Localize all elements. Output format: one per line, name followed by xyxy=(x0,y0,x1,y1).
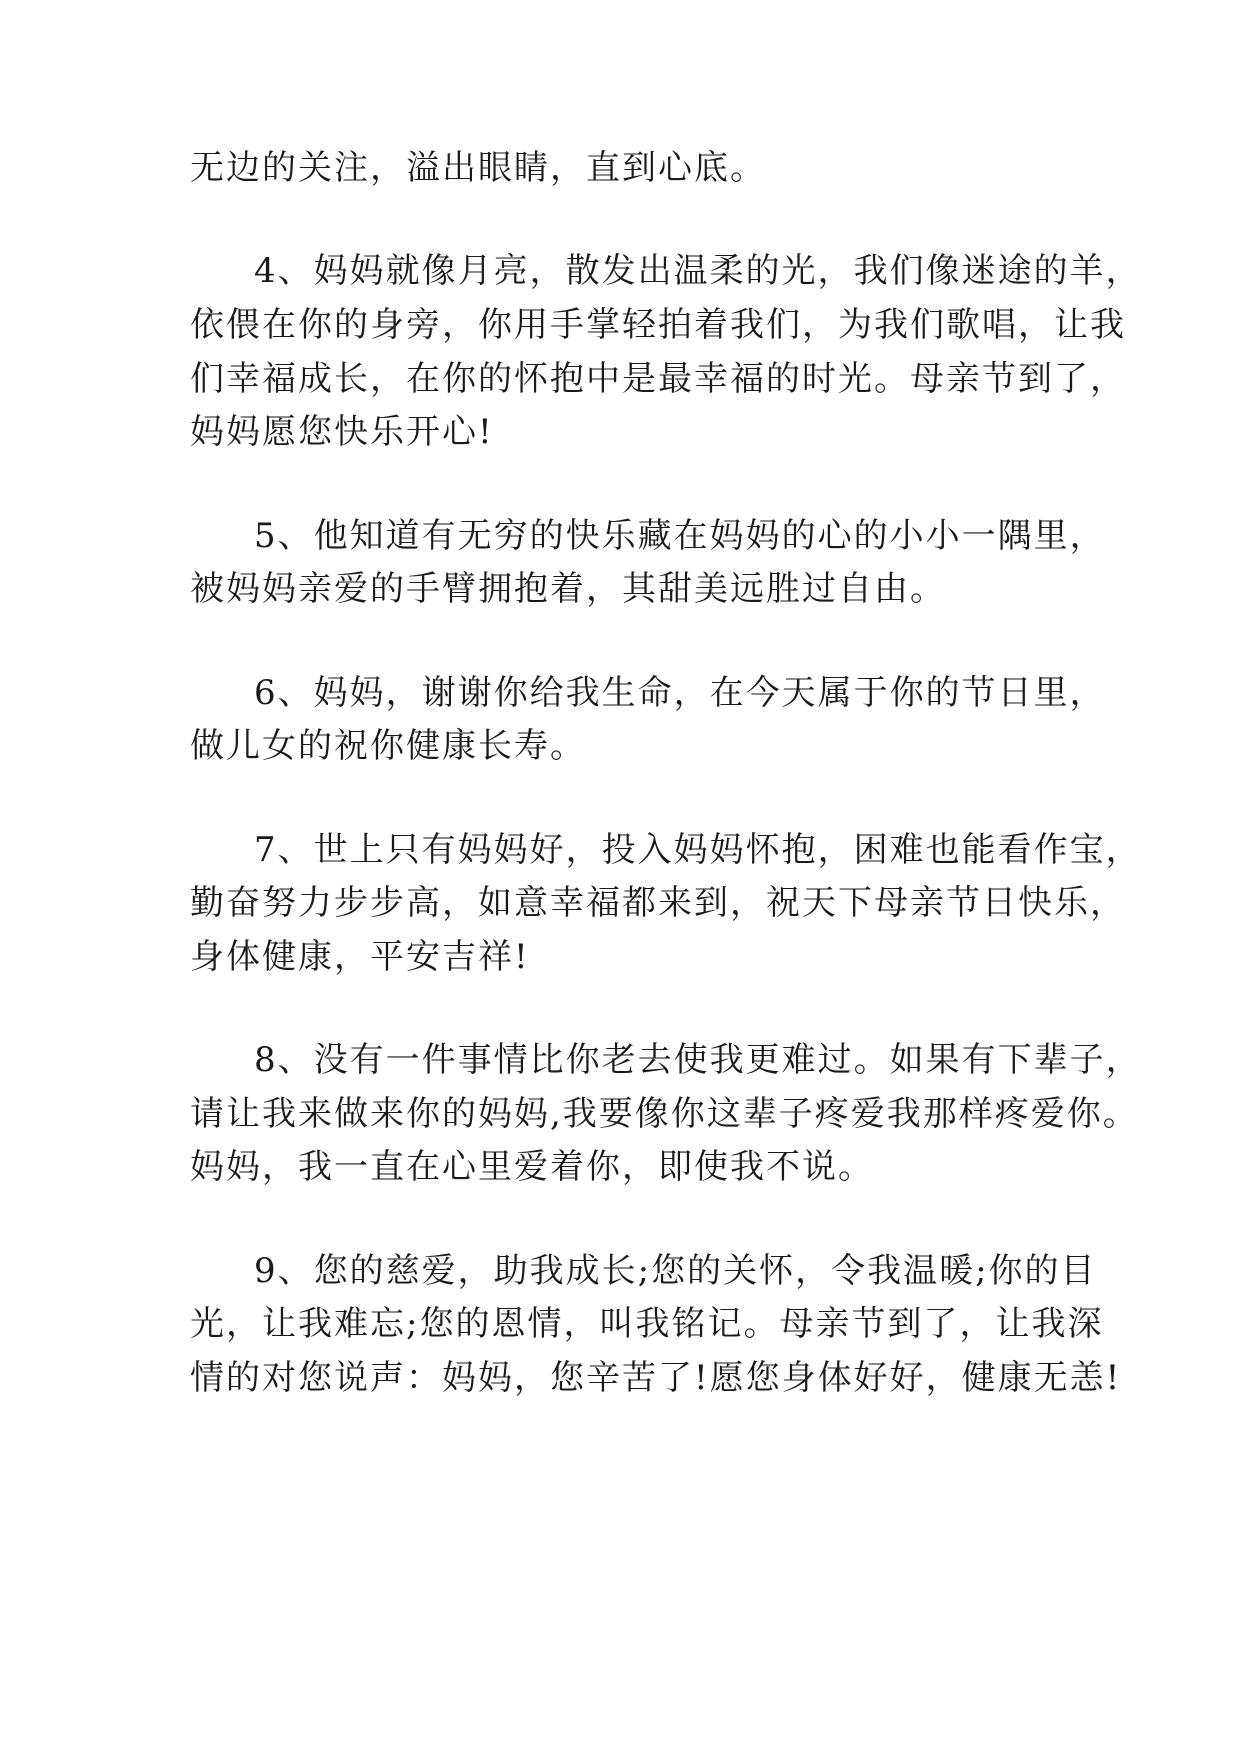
paragraph-3-line-1: 无边的关注，溢出眼睛，直到心底。 xyxy=(190,148,766,188)
paragraph-7-line-1: 7、世上只有妈妈好，投入妈妈怀抱，困难也能看作宝， xyxy=(254,830,1142,870)
paragraph-6-line-1: 6、妈妈，谢谢你给我生命，在今天属于你的节日里， xyxy=(254,673,1106,713)
paragraph-4-line-4: 妈妈愿您快乐开心! xyxy=(190,412,494,452)
paragraph-9-line-2: 光，让我难忘;您的恩情，叫我铭记。母亲节到了，让我深 xyxy=(190,1304,1104,1344)
paragraph-4-line-3: 们幸福成长，在你的怀抱中是最幸福的时光。母亲节到了， xyxy=(190,359,1126,399)
paragraph-5-line-1: 5、他知道有无穷的快乐藏在妈妈的心的小小一隅里， xyxy=(254,516,1106,556)
paragraph-8-line-1: 8、没有一件事情比你老去使我更难过。如果有下辈子， xyxy=(254,1040,1142,1080)
paragraph-5-line-2: 被妈妈亲爱的手臂拥抱着，其甜美远胜过自由。 xyxy=(190,569,946,609)
paragraph-6-line-2: 做儿女的祝你健康长寿。 xyxy=(190,726,586,766)
paragraph-7-line-3: 身体健康，平安吉祥! xyxy=(190,937,530,977)
paragraph-4-line-2: 依偎在你的身旁，你用手掌轻拍着我们，为我们歌唱，让我 xyxy=(190,305,1126,345)
paragraph-7-line-2: 勤奋努力步步高，如意幸福都来到，祝天下母亲节日快乐， xyxy=(190,883,1126,923)
paragraph-9-line-1: 9、您的慈爱，助我成长;您的关怀，令我温暖;你的目 xyxy=(254,1251,1097,1291)
paragraph-9-line-3: 情的对您说声：妈妈，您辛苦了!愿您身体好好，健康无恙! xyxy=(190,1358,1122,1398)
paragraph-8-line-2: 请让我来做来你的妈妈,我要像你这辈子疼爱我那样疼爱你。 xyxy=(190,1094,1139,1134)
paragraph-8-line-3: 妈妈，我一直在心里爱着你，即使我不说。 xyxy=(190,1147,874,1187)
paragraph-4-line-1: 4、妈妈就像月亮，散发出温柔的光，我们像迷途的羊， xyxy=(254,251,1142,291)
